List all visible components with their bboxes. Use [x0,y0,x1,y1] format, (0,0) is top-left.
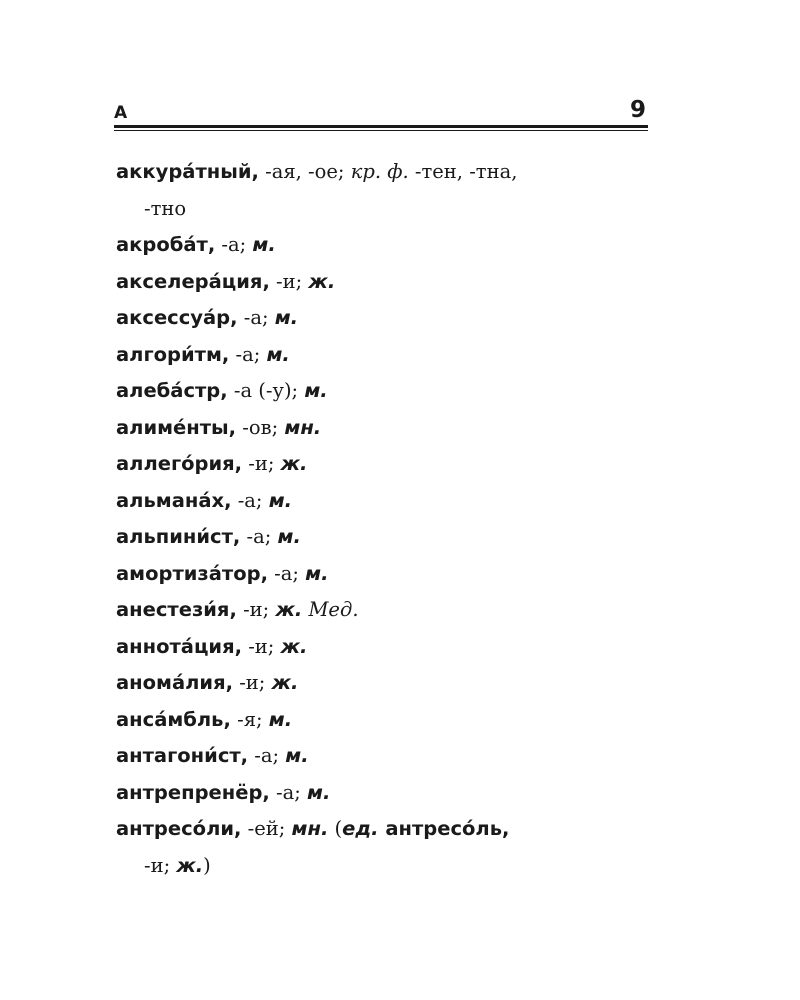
dictionary-entry [116,264,656,301]
grammar-forms: -и; [144,853,177,877]
grammar-forms: -я; [230,707,269,731]
dictionary-entry [116,702,656,739]
dictionary-entry [116,227,656,264]
grammar-forms: -а; [231,488,269,512]
grammar-forms: -и; [242,634,281,658]
gender-label: м. [307,780,331,804]
headword: анома́лия, [116,671,233,694]
usage-note: кр. ф. [350,160,409,183]
entry-continuation [116,848,656,885]
headword: аккура́тный, [116,160,259,183]
grammar-forms: -тно [144,196,187,220]
sub-headword: антресо́ль, [378,817,510,840]
headword: анса́мбль, [116,707,231,731]
headword: аксессуа́р, [116,306,238,329]
headword: анестези́я, [116,598,237,621]
entry-continuation [116,191,656,228]
dictionary-entry [116,300,656,337]
grammar-forms: -ая, -ое; [258,160,351,183]
grammar-forms: -и; [236,598,276,621]
gender-label: м. [268,488,293,512]
grammar-forms: -а; [215,233,253,256]
gender-label: м. [305,561,329,585]
headword: амортиза́тор, [116,561,268,585]
headword: алгори́тм, [116,342,230,366]
dictionary-entry [116,519,656,556]
gender-label: ж. [275,598,303,621]
grammar-forms: -и; [233,671,272,694]
dictionary-entry [116,154,656,191]
gender-label: м. [304,379,328,402]
dictionary-entry [116,337,656,374]
grammar-forms: -а; [269,780,308,804]
grammar-forms: -а (-у); [227,379,305,402]
headword: антресо́ли, [116,817,242,840]
gender-label: м. [285,744,309,767]
dictionary-entry [116,811,656,848]
headword: акселера́ция, [116,269,270,293]
gender-label: м. [266,342,290,366]
headword: антагони́ст, [116,744,249,767]
dictionary-entry [116,410,656,447]
dictionary-entry [116,629,656,666]
headword: аннота́ция, [116,634,243,658]
gender-label: ж. [280,452,308,475]
gender-label: мн. [291,817,329,840]
page-header [114,97,648,135]
headword: альмана́х, [116,488,232,512]
grammar-forms: -ей; [241,817,292,840]
grammar-forms-short: -тен, -тна, [408,160,518,183]
singular-label: ед. [342,817,379,840]
grammar-forms: -а; [240,525,278,548]
dictionary-entries [116,154,656,884]
grammar-forms: -ов; [236,415,285,439]
dictionary-entry [116,556,656,593]
headword: алеба́стр, [116,379,228,402]
header-rule-thin [114,130,648,131]
grammar-forms: -и; [242,452,281,475]
gender-label: м. [277,525,301,548]
dictionary-entry [116,775,656,812]
dictionary-entry [116,665,656,702]
grammar-forms: -а; [248,744,286,767]
dictionary-entry [116,483,656,520]
page-number: 9 [629,97,646,123]
grammar-forms: -а; [237,306,275,329]
running-head: А [114,103,128,123]
dictionary-entry [116,373,656,410]
gender-label: мн. [284,415,322,439]
usage-note: Мед. [302,598,359,621]
grammar-forms: -и; [269,269,309,293]
gender-label: ж. [271,671,299,694]
headword: аллего́рия, [116,452,243,475]
dictionary-entry [116,592,656,629]
gender-label: ж. [308,269,336,293]
header-rule-thick [114,125,648,128]
headword: алиме́нты, [116,415,237,439]
dictionary-entry [116,446,656,483]
grammar-forms: -а; [229,342,267,366]
grammar-forms: -а; [267,561,306,585]
paren-close: ) [203,853,211,877]
paren-open: ( [328,817,343,840]
dictionary-entry [116,738,656,775]
headword: альпини́ст, [116,525,241,548]
gender-label: м. [252,233,276,256]
gender-label: ж. [280,634,308,658]
headword: антрепренёр, [116,780,270,804]
gender-label: м. [274,306,299,329]
gender-label: ж. [176,853,204,877]
headword: акроба́т, [116,233,216,256]
gender-label: м. [268,707,293,731]
